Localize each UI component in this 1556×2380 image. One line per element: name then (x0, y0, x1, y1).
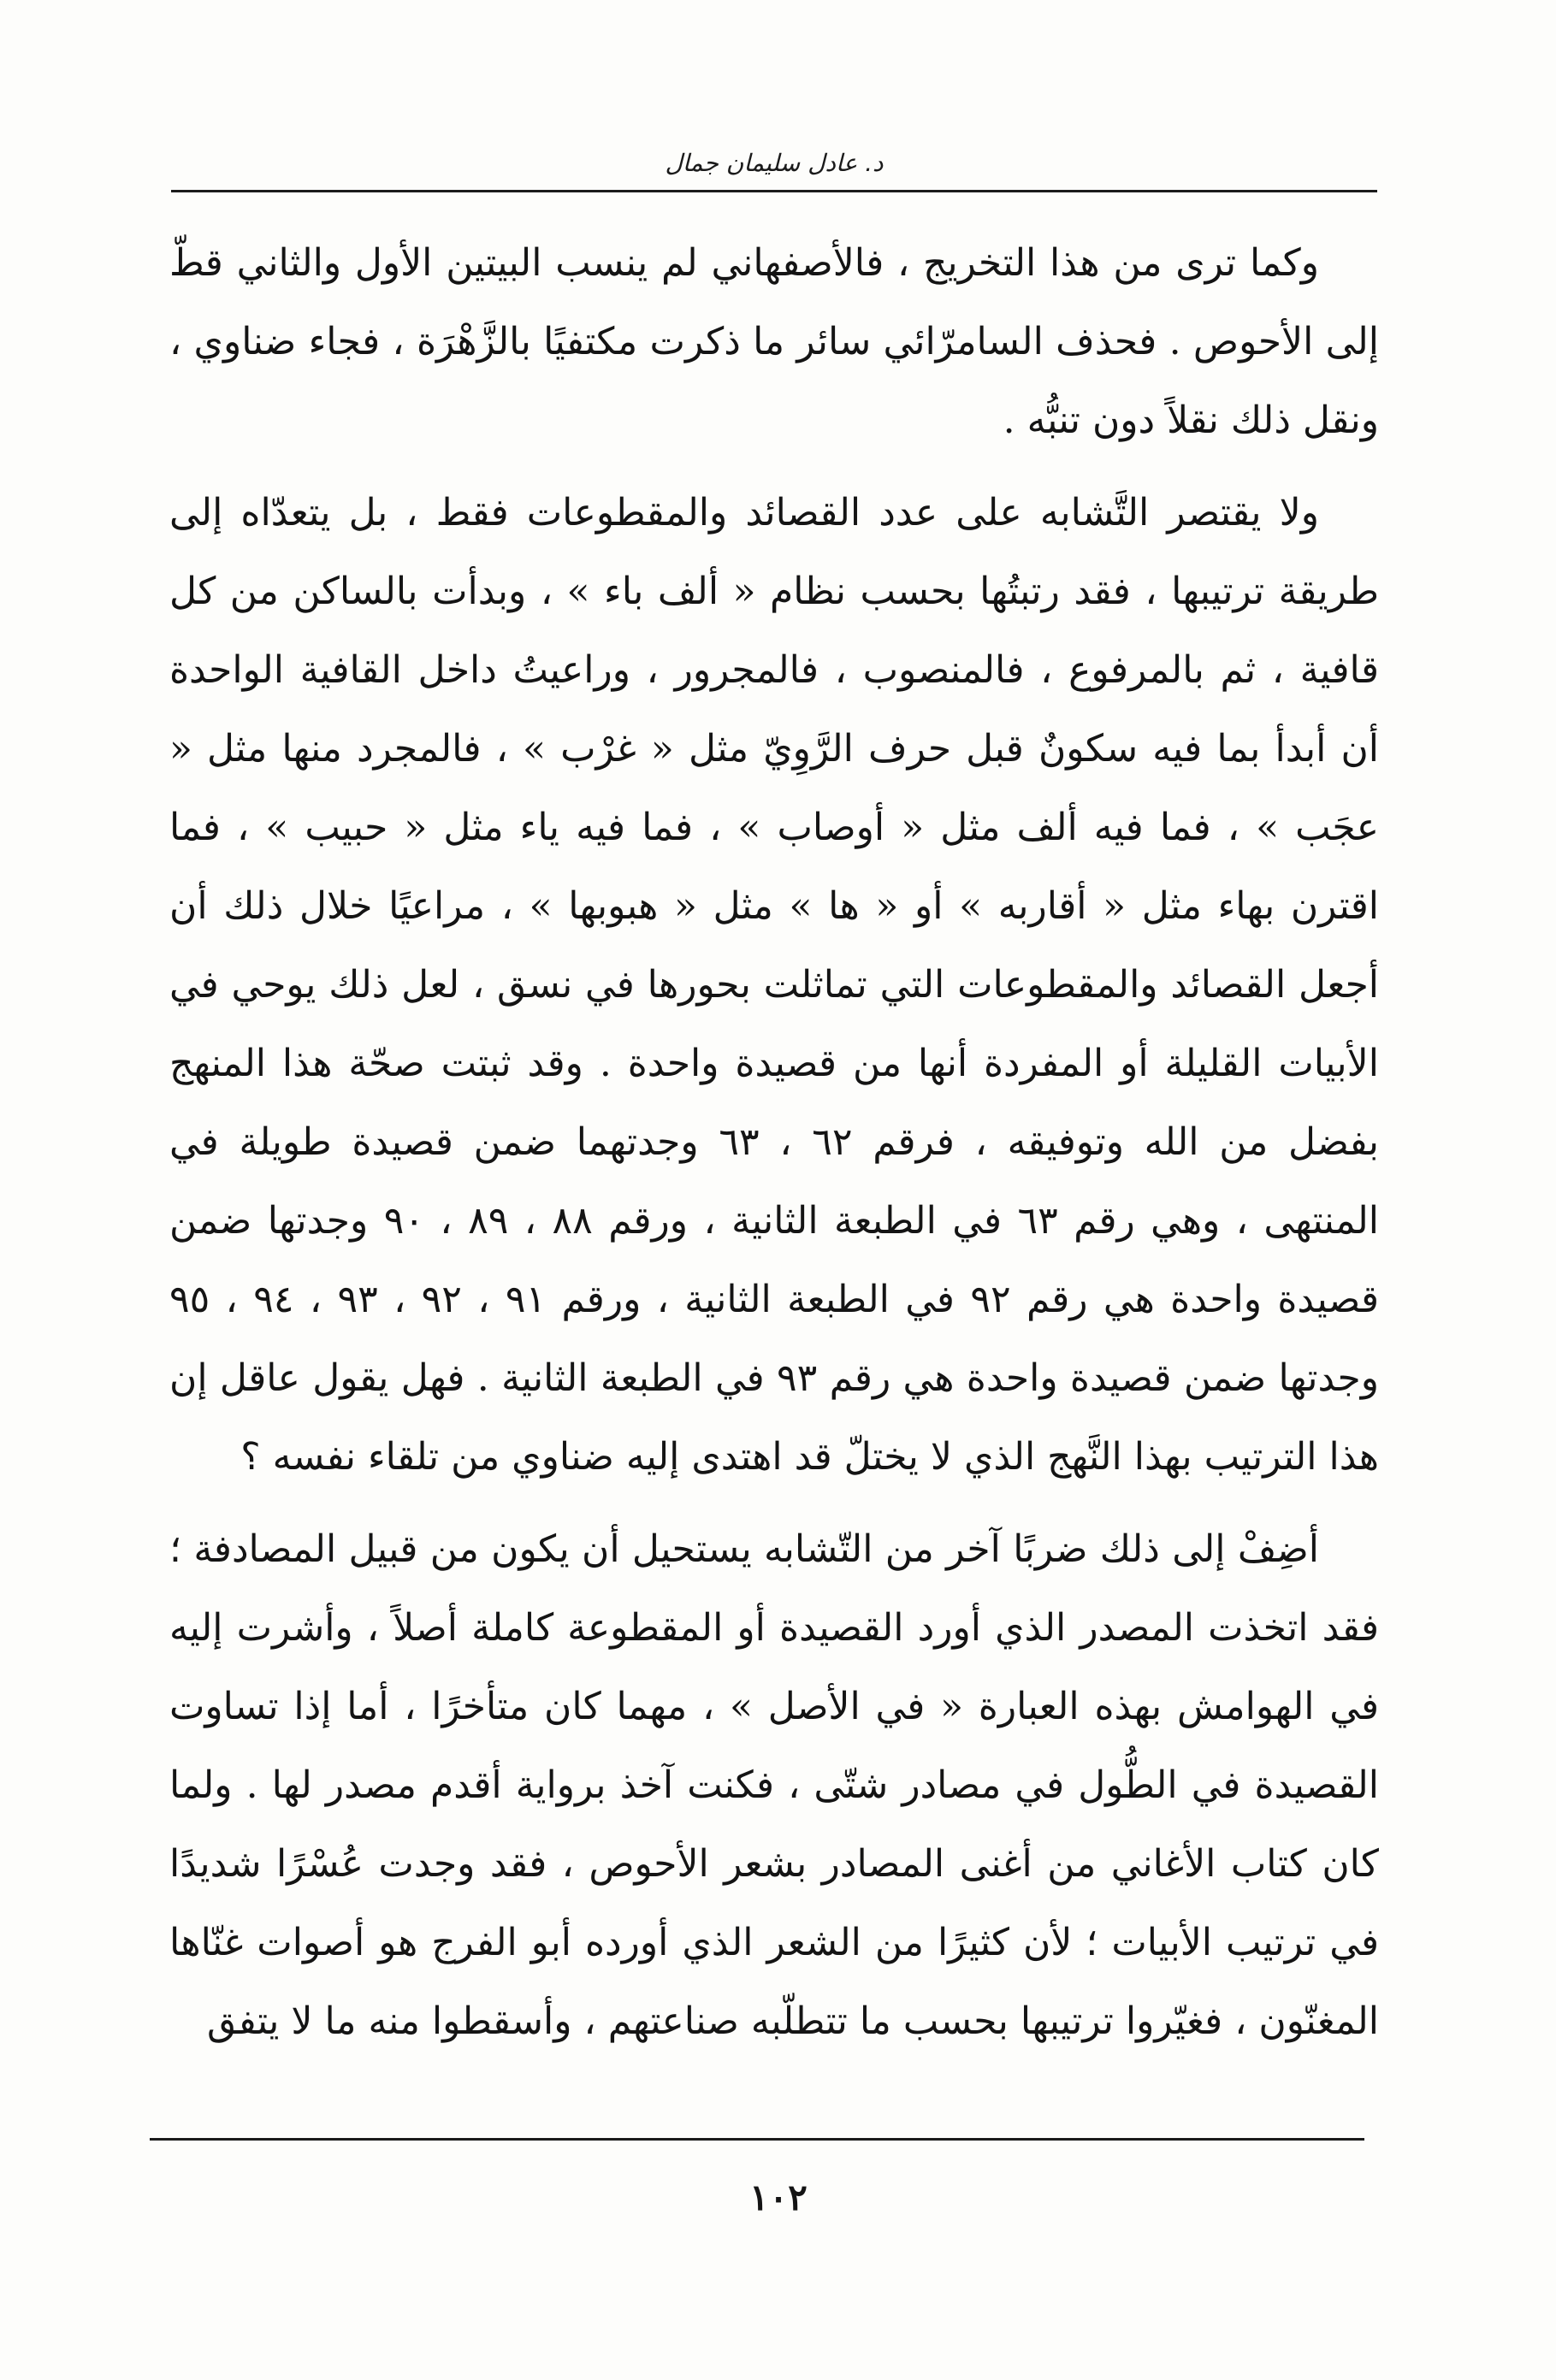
running-header-author: د. عادل سليمان جمال (665, 149, 884, 177)
paragraph-2: ولا يقتصر التَّشابه على عدد القصائد والمقطوعات فقط ، بل يتعدّاه إلى طريقة ترتيبها ، فقد رتبتُها بحسب نظام « ألف باء » ، وبدأت بالساكن من كل قافية ، ثم بالمرفوع ، فالمنصوب ، فالمجرور ، وراعيتُ داخل القافية الواحدة أن أبدأ بما فيه سكونٌ قبل حرف الرَّوِيّ مثل « غرْب » ، فالمجرد منها مثل « عجَب » ، فما فيه ألف مثل « أوصاب » ، فما فيه ياء مثل « حبيب » ، فما اقترن بهاء مثل « أقاربه » أو « ها » مثل « هبوبها » ، مراعيًا خلال ذلك أن أجعل القصائد والمقطوعات التي تماثلت بحورها في نسق ، لعل ذلك يوحي في الأبيات القليلة أو المفردة أنها من قصيدة واحدة . وقد ثبتت صحّة هذا المنهج بفضل من الله وتوفيقه ، فرقم ٦٢ ، ٦٣ وجدتهما ضمن قصيدة طويلة في المنتهى ، وهي رقم ٦٣ في الطبعة الثانية ، ورقم ٨٨ ، ٨٩ ، ٩٠ وجدتها ضمن قصيدة واحدة هي رقم ٩٢ في الطبعة الثانية ، ورقم ٩١ ، ٩٢ ، ٩٣ ، ٩٤ ، ٩٥ وجدتها ضمن قصيدة واحدة هي رقم ٩٣ في الطبعة الثانية . فهل يقول عاقل إن هذا الترتيب بهذا النَّهج الذي لا يختلّ قد اهتدى إليه ضناوي من تلقاء نفسه ؟ (169, 491, 1379, 1479)
main-text (169, 224, 1379, 2061)
paragraph-1: وكما ترى من هذا التخريج ، فالأصفهاني لم ينسب البيتين الأول والثاني قطّ إلى الأحوص . فحذف السامرّائي سائر ما ذكرت مكتفيًا بالزَّهْرَة ، فجاء ضناوي ، ونقل ذلك نقلاً دون تنبُّه . (169, 241, 1379, 442)
page-number: ١٠٢ (749, 2176, 808, 2218)
header-divider (171, 190, 1377, 192)
footer-divider (150, 2138, 1364, 2141)
paragraph-3: أضِفْ إلى ذلك ضربًا آخر من التّشابه يستحيل أن يكون من قبيل المصادفة ؛ فقد اتخذت المصدر الذي أورد القصيدة أو المقطوعة كاملة أصلاً ، وأشرت إليه في الهوامش بهذه العبارة « في الأصل » ، مهما كان متأخرًا ، أما إذا تساوت القصيدة في الطُّول في مصادر شتّى ، فكنت آخذ برواية أقدم مصدر لها . ولما كان كتاب الأغاني من أغنى المصادر بشعر الأحوص ، فقد وجدت عُسْرًا شديدًا في ترتيب الأبيات ؛ لأن كثيرًا من الشعر الذي أورده أبو الفرج هو أصوات غنّاها المغنّون ، فغيّروا ترتيبها بحسب ما تتطلّبه صناعتهم ، وأسقطوا منه ما لا يتفق (169, 1527, 1379, 2043)
